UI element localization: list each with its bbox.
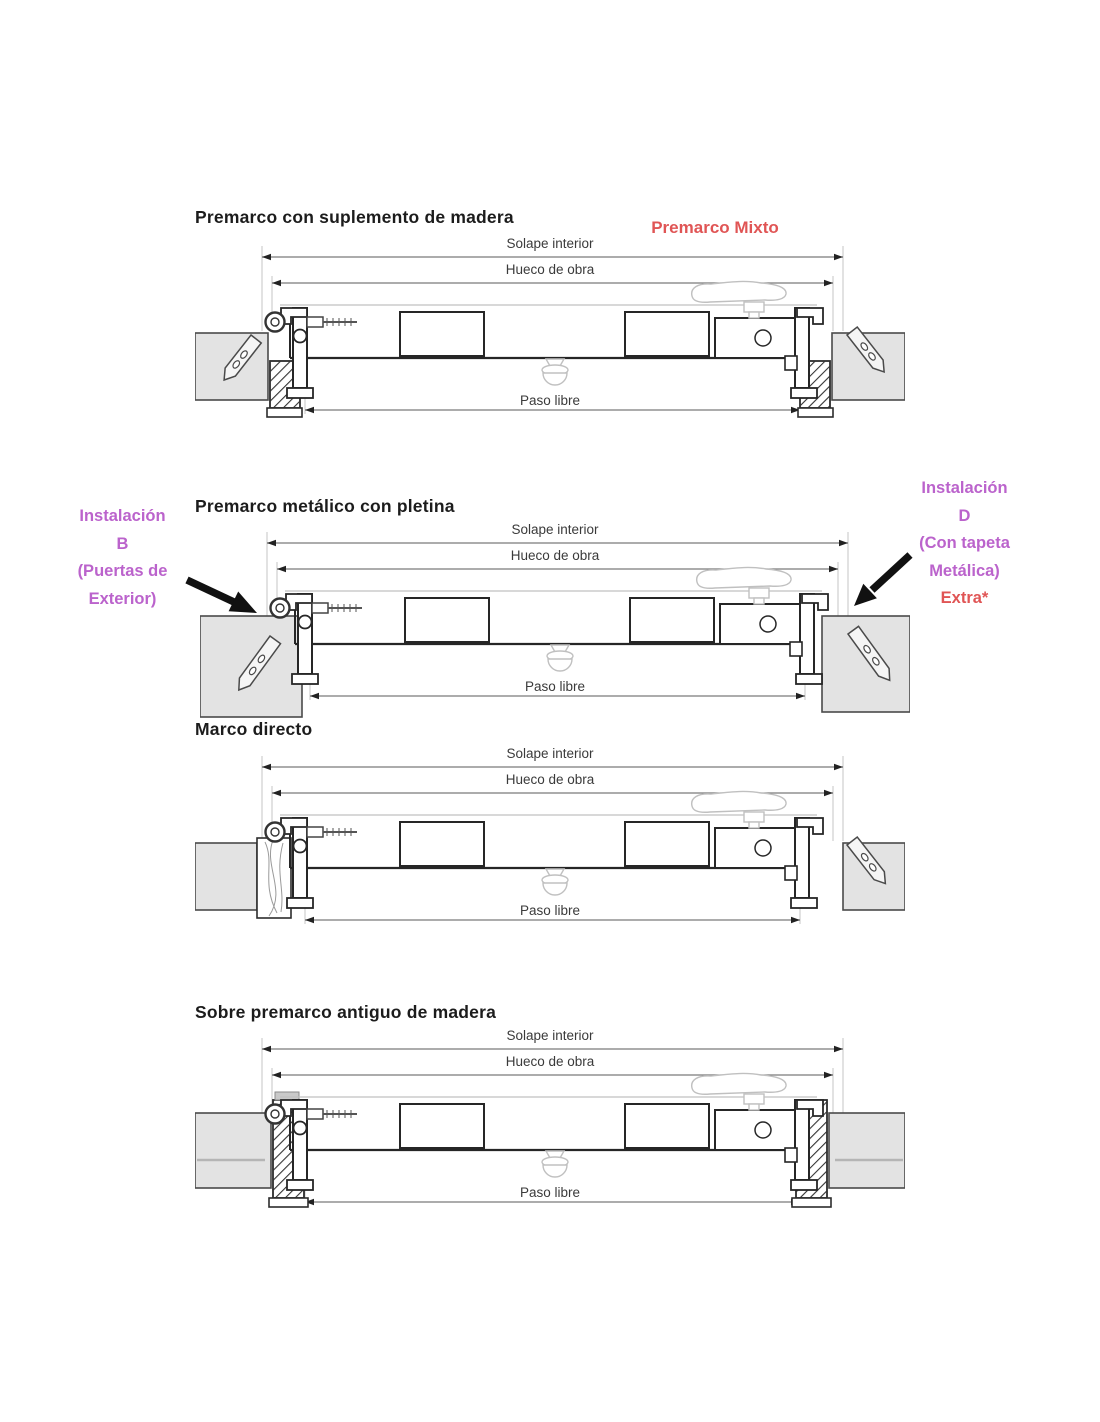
note-line: Instalación: [79, 507, 166, 525]
door-section-diagram-directo: [195, 748, 905, 948]
note-line: Metálica): [929, 561, 1000, 580]
note-instalacion-b: [50, 503, 195, 613]
dim-label-paso-libre: Paso libre: [524, 679, 586, 694]
note-line: (Con tapeta: [919, 534, 1010, 552]
dim-label-solape-interior: Solape interior: [506, 236, 594, 251]
dim-label-hueco-de-obra: Hueco de obra: [505, 262, 595, 277]
door-section-diagram-antiguo: [195, 1030, 905, 1230]
dim-label-solape-interior: Solape interior: [506, 746, 594, 761]
note-line: B: [116, 534, 129, 553]
door-section-diagram-pletina: [200, 524, 910, 724]
note-extra: Extra*: [940, 589, 989, 607]
door-section-diagram-suplemento: [195, 238, 905, 438]
dim-label-solape-interior: Solape interior: [506, 1028, 594, 1043]
section-title: Sobre premarco antiguo de madera: [195, 1002, 497, 1022]
note-line: Instalación: [921, 479, 1008, 497]
section-title: Premarco metálico con pletina: [195, 496, 455, 516]
section-title: Premarco con suplemento de madera: [195, 207, 514, 227]
dim-label-paso-libre: Paso libre: [519, 903, 581, 918]
section-title: Marco directo: [195, 719, 313, 739]
dim-label-paso-libre: Paso libre: [519, 393, 581, 408]
dim-label-solape-interior: Solape interior: [511, 522, 599, 537]
dim-label-hueco-de-obra: Hueco de obra: [505, 772, 595, 787]
note-line: (Puertas de: [77, 562, 168, 580]
dim-label-hueco-de-obra: Hueco de obra: [505, 1054, 595, 1069]
badge-premarco-mixto: Premarco Mixto: [651, 218, 779, 237]
dim-label-hueco-de-obra: Hueco de obra: [510, 548, 600, 563]
note-line: D: [958, 506, 971, 525]
note-line: Exterior): [88, 589, 157, 608]
dim-label-paso-libre: Paso libre: [519, 1185, 581, 1200]
